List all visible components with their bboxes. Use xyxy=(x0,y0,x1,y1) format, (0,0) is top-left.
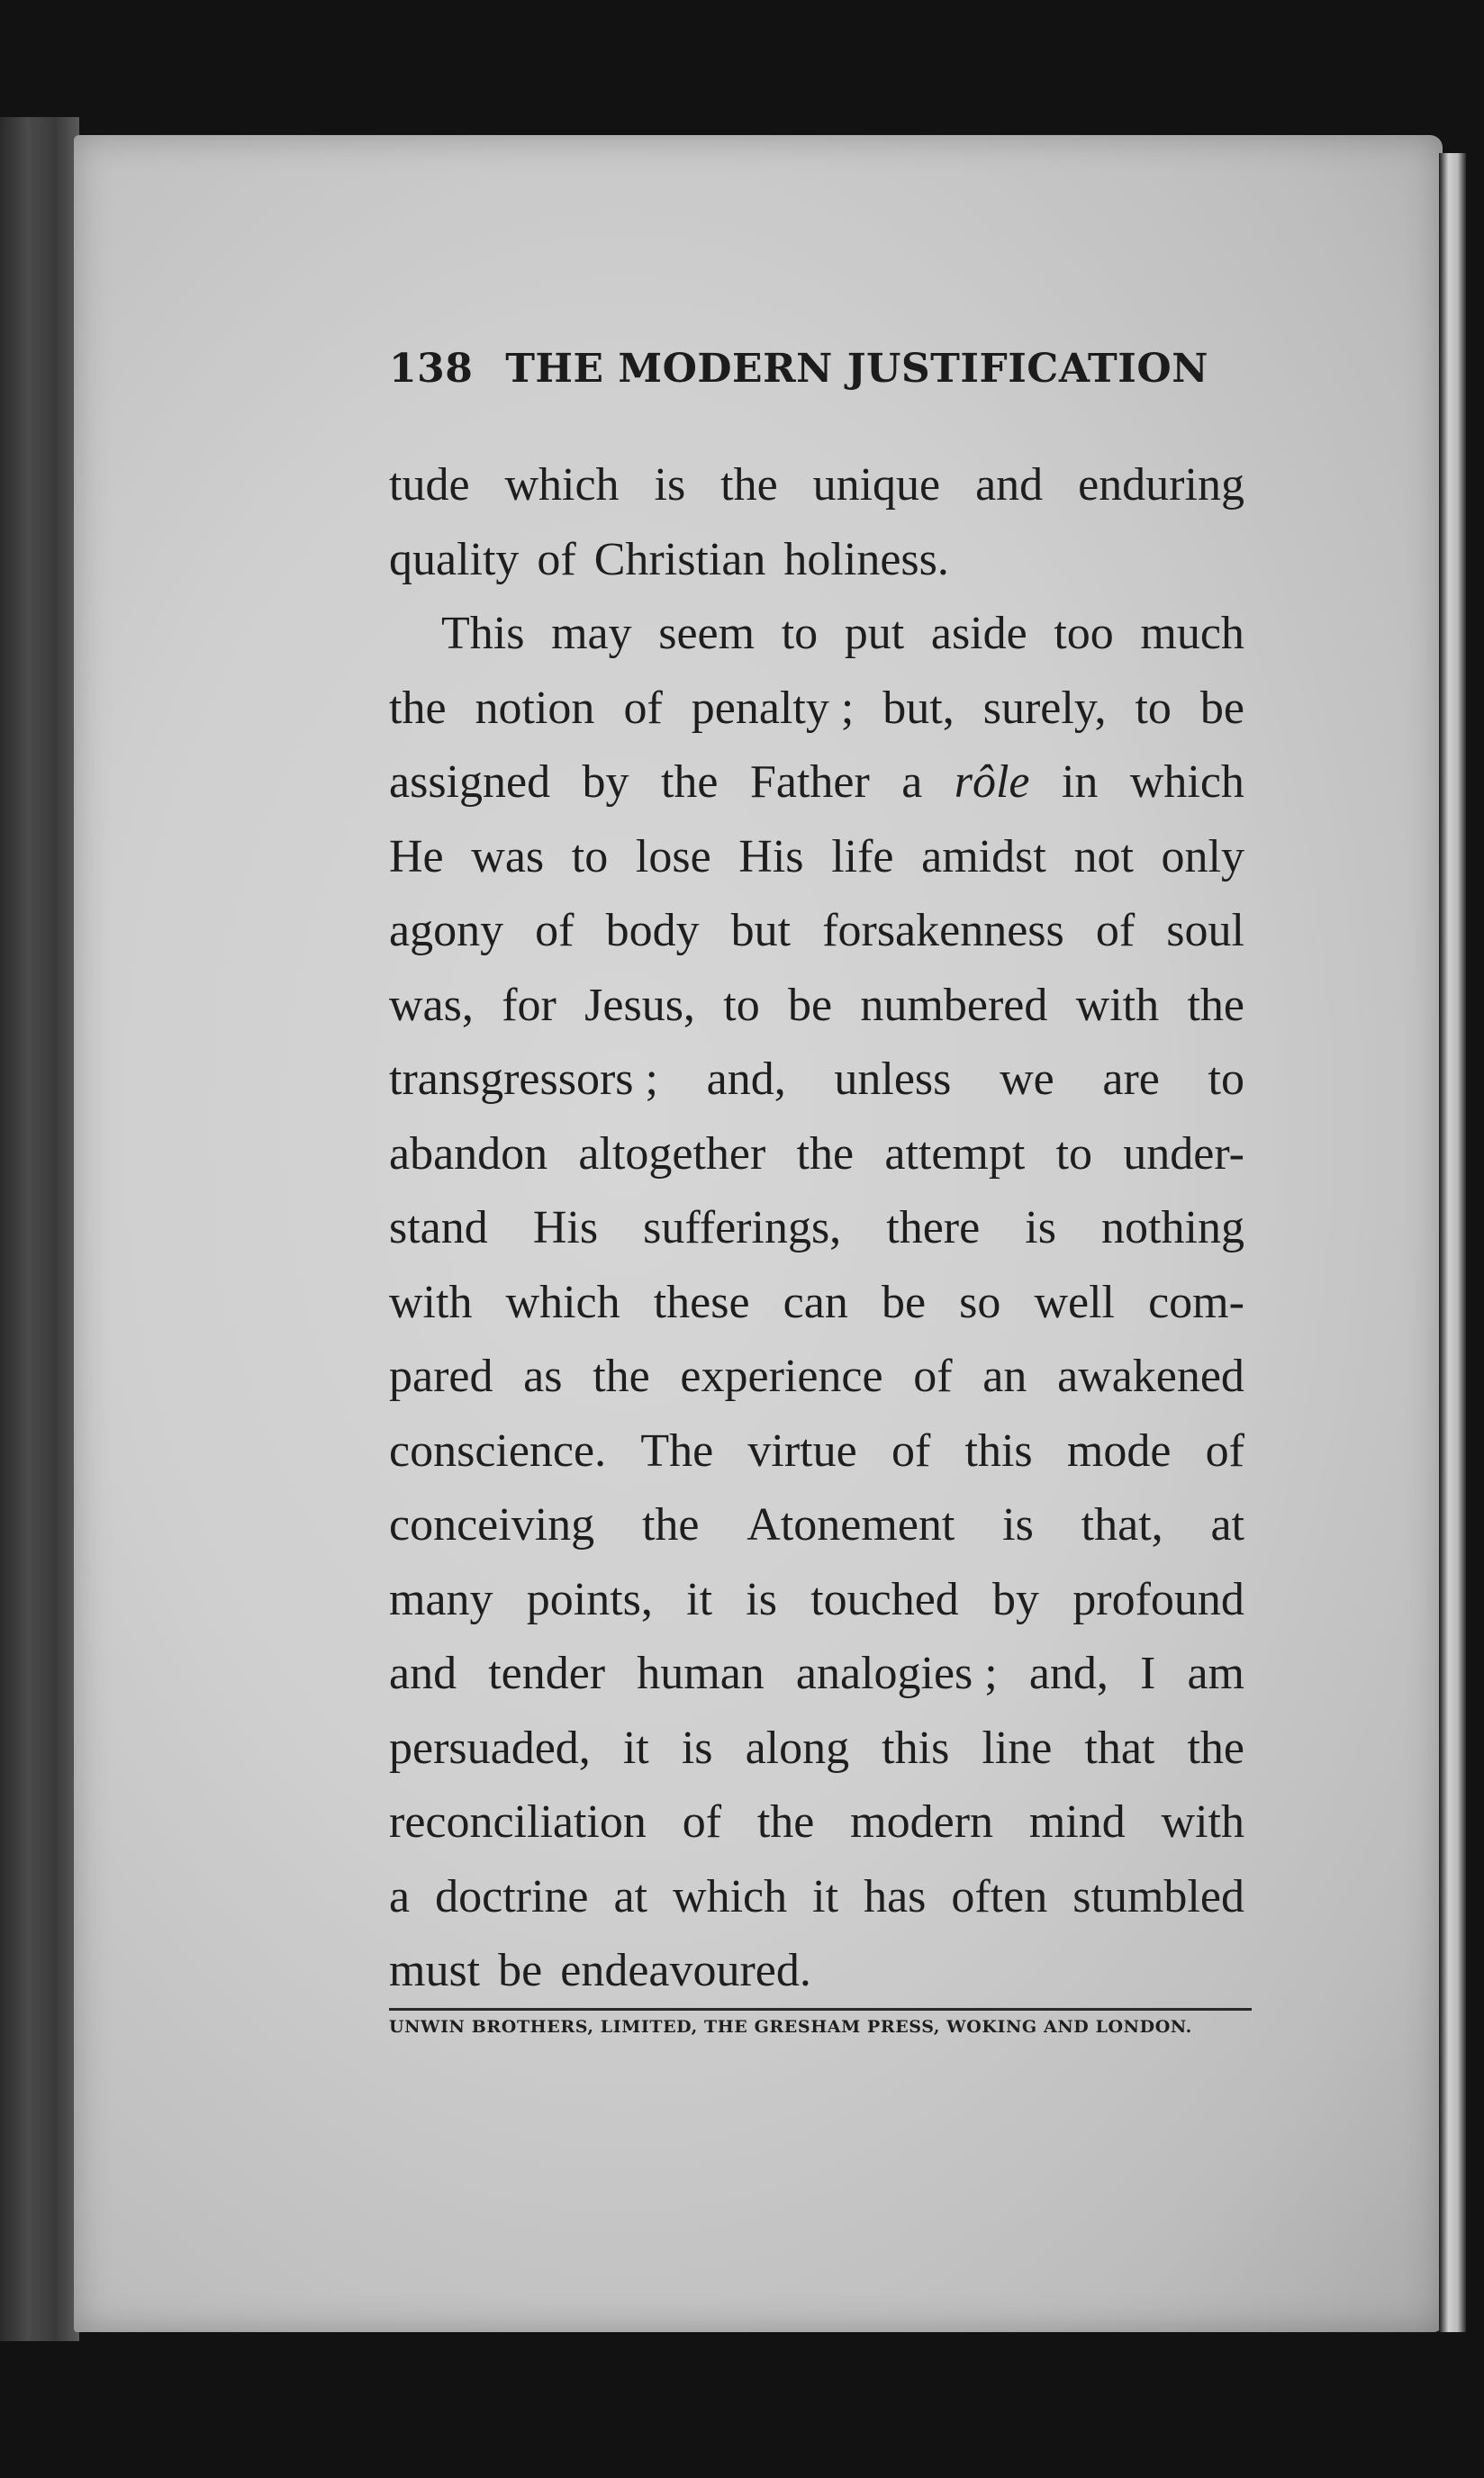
text-word: this xyxy=(964,1424,1033,1477)
text-word: is xyxy=(1025,1202,1056,1253)
text-word: and xyxy=(975,459,1044,511)
text-word: along xyxy=(745,1722,850,1774)
text-line xyxy=(389,746,1244,820)
text-word: but xyxy=(730,905,792,956)
text-word: at xyxy=(1210,1499,1244,1551)
text-word: of xyxy=(913,1351,953,1402)
text-word: must xyxy=(389,1945,481,1996)
text-word: it xyxy=(686,1573,713,1625)
text-word: many xyxy=(389,1573,493,1625)
text-word: there xyxy=(886,1202,981,1253)
text-word: we xyxy=(1000,1054,1054,1105)
text-word: unique xyxy=(812,459,941,511)
text-word: body xyxy=(605,905,700,956)
text-word: line xyxy=(982,1722,1053,1774)
text-word: lose xyxy=(635,830,711,882)
text-word: stand xyxy=(389,1202,488,1253)
text-word: of xyxy=(623,682,663,734)
text-word: aside xyxy=(930,608,1027,659)
text-word: tude xyxy=(389,459,470,511)
text-word: modern xyxy=(850,1796,994,1848)
text-word: human xyxy=(637,1648,765,1699)
text-word: be xyxy=(1199,682,1244,734)
text-word: numbered xyxy=(860,979,1048,1031)
page-number: 138 xyxy=(389,346,474,392)
text-word: of xyxy=(535,905,575,956)
text-word: agony xyxy=(389,905,504,956)
text-word: be xyxy=(788,979,833,1031)
text-line xyxy=(389,1415,1244,1489)
text-line xyxy=(389,969,1244,1044)
text-word: by xyxy=(582,756,629,808)
text-word: can xyxy=(783,1276,848,1328)
text-word: be xyxy=(881,1276,927,1328)
text-word: touched xyxy=(810,1573,959,1625)
text-line xyxy=(389,1637,1244,1712)
text-word: Father xyxy=(749,756,870,808)
running-title: THE MODERN JUSTIFICATION xyxy=(505,346,1208,392)
text-line xyxy=(389,1860,1244,1935)
text-word: is xyxy=(681,1722,713,1774)
text-word: altogether xyxy=(578,1127,766,1180)
text-word: of xyxy=(1205,1424,1244,1477)
text-word: the xyxy=(389,682,447,734)
text-line xyxy=(389,1712,1244,1786)
text-word: to xyxy=(1055,1127,1093,1180)
text-word: to xyxy=(1135,682,1172,734)
text-word: and, xyxy=(706,1054,786,1105)
text-word: mode xyxy=(1066,1424,1172,1477)
text-word: the xyxy=(796,1127,855,1180)
text-word: was, xyxy=(389,979,474,1031)
text-word: it xyxy=(622,1722,649,1774)
text-word: seem xyxy=(658,608,756,659)
text-line xyxy=(389,894,1244,969)
text-word: which xyxy=(505,1276,620,1328)
text-word: much xyxy=(1140,608,1244,659)
body-text xyxy=(389,448,1244,2009)
text-word: I xyxy=(1140,1648,1156,1699)
text-word: endeavoured. xyxy=(560,1945,811,1996)
text-word: the xyxy=(720,459,778,511)
text-word: virtue xyxy=(747,1424,857,1477)
text-word: of xyxy=(537,533,576,585)
text-word: pared xyxy=(389,1351,493,1402)
text-word: holiness. xyxy=(783,533,949,585)
text-word: in xyxy=(1061,756,1099,808)
text-word: profound xyxy=(1072,1573,1244,1625)
text-line xyxy=(389,1488,1244,1563)
text-word: is xyxy=(746,1573,777,1625)
text-word: which xyxy=(1129,756,1244,808)
text-word: the xyxy=(1187,979,1244,1031)
text-word: to xyxy=(723,979,760,1031)
text-word: with xyxy=(1161,1796,1244,1848)
text-word: penalty ; xyxy=(691,682,855,734)
text-word: that xyxy=(1084,1722,1155,1774)
text-line xyxy=(389,1266,1244,1341)
text-word: experience xyxy=(680,1351,883,1402)
text-word: His xyxy=(738,830,804,882)
text-word: but, xyxy=(882,682,955,734)
text-word: these xyxy=(653,1276,750,1328)
text-line xyxy=(389,672,1244,746)
text-word: analogies ; xyxy=(795,1648,998,1699)
text-word: well xyxy=(1034,1276,1115,1328)
text-word: has xyxy=(864,1870,927,1922)
text-word: notion xyxy=(475,682,595,734)
text-line xyxy=(389,523,1244,598)
text-word: too xyxy=(1054,608,1114,659)
text-word: transgressors ; xyxy=(389,1054,658,1105)
text-word: quality xyxy=(389,533,520,585)
text-word: mind xyxy=(1028,1796,1126,1848)
text-word: conscience. xyxy=(389,1424,607,1477)
text-line xyxy=(389,448,1244,523)
text-word: rôle xyxy=(954,756,1030,808)
text-word: am xyxy=(1187,1648,1244,1699)
text-word: that, xyxy=(1081,1499,1163,1551)
text-line xyxy=(389,1340,1244,1415)
text-word: with xyxy=(389,1276,473,1328)
text-word: be xyxy=(498,1945,543,1996)
text-word: put xyxy=(844,608,905,659)
text-word: and, xyxy=(1028,1648,1108,1699)
text-word: under- xyxy=(1123,1127,1244,1180)
text-word: a xyxy=(901,756,923,808)
text-word: it xyxy=(812,1870,839,1922)
text-word: to xyxy=(1208,1054,1244,1105)
text-word: sufferings, xyxy=(643,1202,842,1253)
text-word: to xyxy=(781,608,819,659)
text-word: a xyxy=(389,1870,411,1922)
text-word: the xyxy=(756,1796,815,1848)
text-word: Christian xyxy=(593,533,766,585)
text-word: which xyxy=(673,1870,788,1922)
text-line xyxy=(389,1786,1244,1860)
text-word: of xyxy=(1095,905,1136,956)
text-word: doctrine xyxy=(435,1870,589,1922)
text-word: may xyxy=(551,608,632,659)
text-word: the xyxy=(641,1499,700,1551)
footer-rule xyxy=(389,2008,1252,2011)
text-word: was xyxy=(471,830,545,882)
text-word: is xyxy=(1002,1499,1034,1551)
text-word: only xyxy=(1161,830,1244,882)
text-word: He xyxy=(389,830,444,882)
text-word: with xyxy=(1075,979,1160,1031)
running-head xyxy=(389,346,1253,392)
text-line xyxy=(389,597,1244,672)
text-word: abandon xyxy=(389,1127,548,1180)
text-word: com- xyxy=(1148,1276,1244,1328)
text-word: the xyxy=(1187,1722,1244,1774)
text-word: persuaded, xyxy=(389,1722,591,1774)
text-word: which xyxy=(504,459,620,511)
text-word: Jesus, xyxy=(584,979,695,1031)
text-word: and xyxy=(389,1648,457,1699)
text-line xyxy=(389,1934,1244,2009)
next-page-edge xyxy=(1439,153,1466,2332)
text-word: to xyxy=(571,830,609,882)
text-word: often xyxy=(951,1870,1048,1922)
text-line xyxy=(389,1191,1244,1266)
text-word: soul xyxy=(1166,905,1244,956)
text-word: not xyxy=(1073,830,1134,882)
text-word: life xyxy=(831,830,894,882)
text-word: are xyxy=(1102,1054,1160,1105)
text-line xyxy=(389,1563,1244,1638)
text-word: reconciliation xyxy=(389,1796,647,1848)
text-word: for xyxy=(502,979,556,1031)
text-word: of xyxy=(682,1796,722,1848)
text-line xyxy=(389,1043,1244,1117)
text-word: stumbled xyxy=(1072,1870,1244,1922)
text-word: unless xyxy=(834,1054,952,1105)
text-word: nothing xyxy=(1101,1202,1244,1253)
text-word: assigned xyxy=(389,756,551,808)
text-word: The xyxy=(640,1424,714,1477)
text-line xyxy=(389,1117,1244,1192)
text-word: so xyxy=(959,1276,1001,1328)
text-word: the xyxy=(593,1351,650,1402)
text-word: attempt xyxy=(884,1127,1026,1180)
text-line xyxy=(389,820,1244,895)
text-word: an xyxy=(982,1351,1027,1402)
text-word: enduring xyxy=(1078,459,1244,511)
text-word: this xyxy=(882,1722,950,1774)
book-spine-edge xyxy=(0,117,79,2341)
text-word: surely, xyxy=(982,682,1107,734)
text-word: at xyxy=(613,1870,648,1922)
text-word: tender xyxy=(488,1648,606,1699)
text-word: His xyxy=(532,1202,599,1253)
text-word: is xyxy=(654,459,686,511)
text-word: as xyxy=(523,1351,563,1402)
text-word: awakened xyxy=(1057,1351,1244,1402)
text-word: points, xyxy=(526,1573,653,1625)
text-word: of xyxy=(891,1424,931,1477)
text-word: forsakenness xyxy=(822,905,1064,956)
text-word: amidst xyxy=(921,830,1046,882)
text-word: by xyxy=(992,1573,1040,1625)
text-word: the xyxy=(660,756,719,808)
text-word: Atonement xyxy=(747,1499,955,1551)
text-word: This xyxy=(441,608,525,659)
printer-imprint: UNWIN BROTHERS, LIMITED, THE GRESHAM PRESS, WOKING AND LONDON. xyxy=(389,2017,1192,2037)
text-word: conceiving xyxy=(389,1499,595,1551)
